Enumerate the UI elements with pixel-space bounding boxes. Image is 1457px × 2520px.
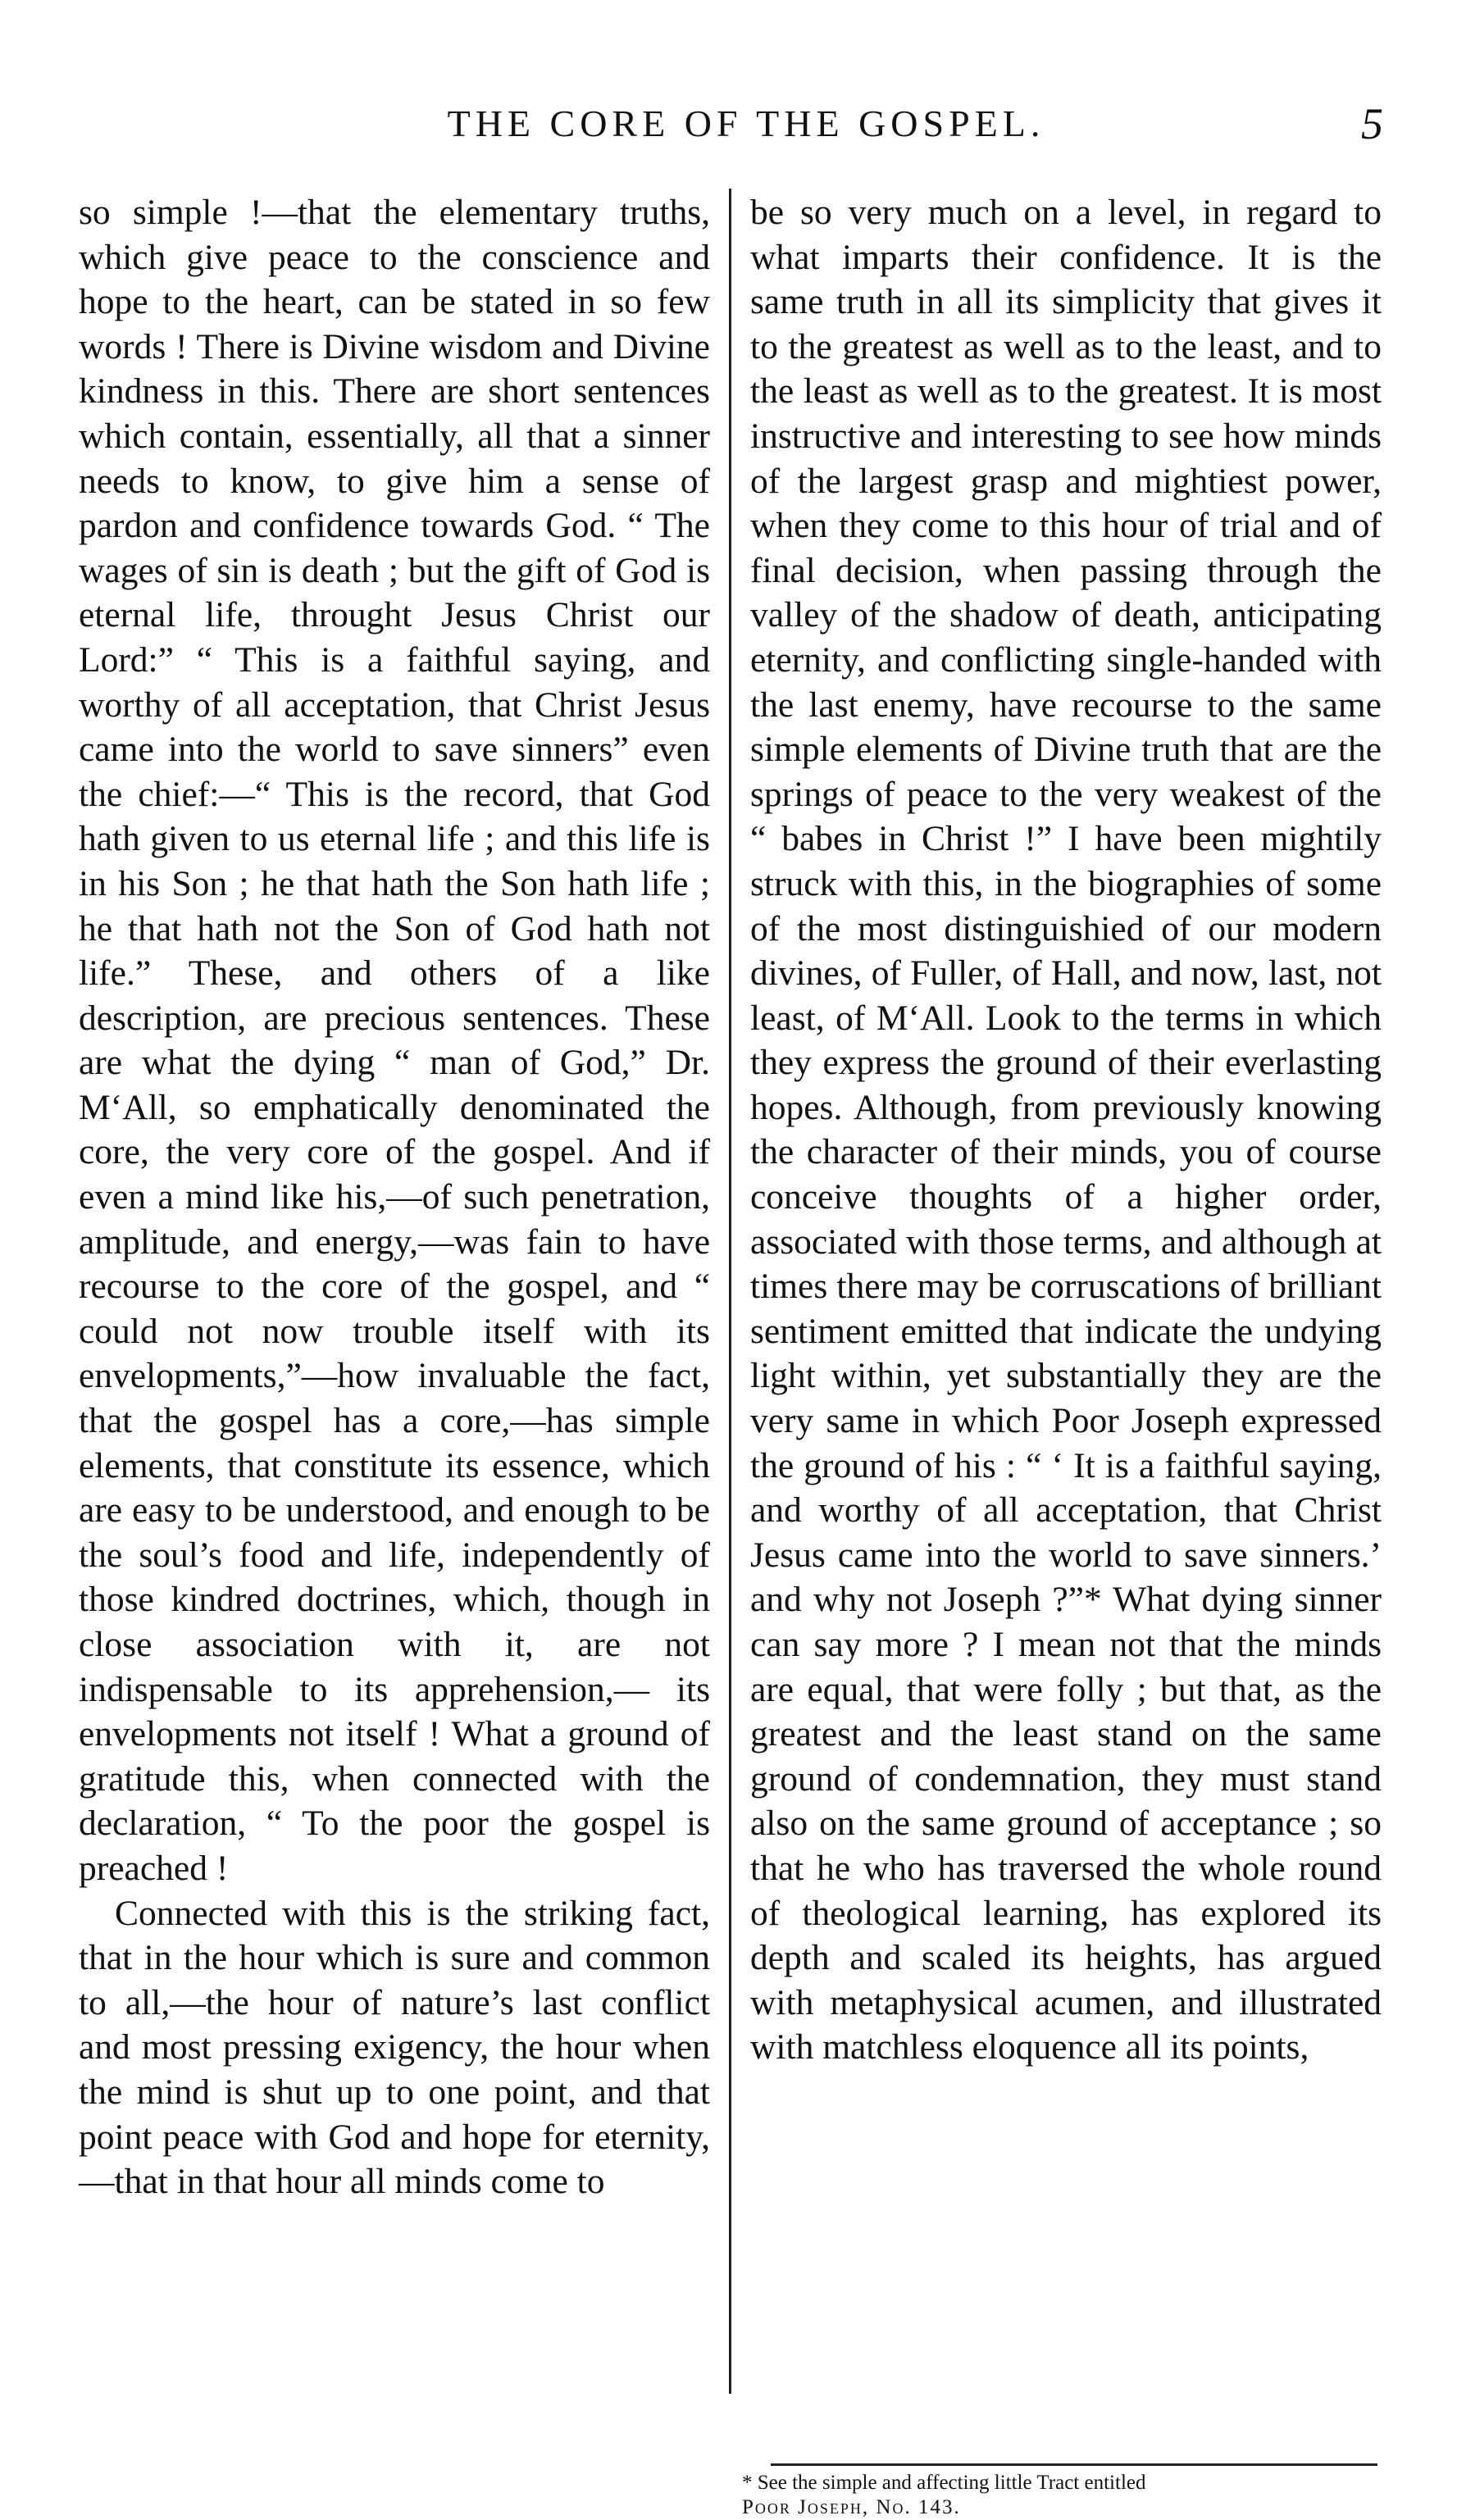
footnote-line-2: Poor Joseph, No. 143.: [742, 2496, 961, 2518]
footnote-line-1: * See the simple and affecting little Tract entitled: [742, 2472, 1146, 2494]
right-paragraph-1: be so very much on a level, in regard to what imparts their confidence. It is the same truth in all its simplicity that gives it to the greatest as well as to the least, and to the least as well as to the greatest. It is most instructive and interesting to see how minds of the largest grasp and mightiest power, when they come to this hour of trial and of final decision, when passing through the valley of the shadow of death, anticipating eternity, and conflicting single-handed with the last enemy, have recourse to the same simple elements of Divine truth that are the springs of peace to the very weakest of the “ babes in Christ !” I have been mightily struck with this, in the biographies of some of the most distinguishied of our modern divines, of Fuller, of Hall, and now, last, not least, of M‘All. Look to the terms in which they express the ground of their everlasting hopes. Although, from previously knowing the character of their minds, you of course conceive thoughts of a higher order, associated with those terms, and although at times there may be corruscations of brilliant sentiment emitted that indicate the undying light within, yet substantially they are the very same in which Poor Joseph expressed the ground of his : “ ‘ It is a faithful saying, and worthy of all acceptation, that Christ Jesus came into the world to save sinners.’ and why not Joseph ?”* What dying sinner can say more ? I mean not that the minds are equal, that were folly ; but that, as the greatest and the least stand on the same ground of condemnation, they must stand also on the same ground of acceptance ; so that he who has traversed the whole round of theological learning, has explored its depth and scaled its heights, has argued with metaphysical acumen, and illustrated with matchless eloquence all its points,: [750, 193, 1382, 2067]
footnote: [742, 2471, 1382, 2520]
column-divider: [729, 189, 731, 2394]
left-paragraph-2: Connected with this is the striking fact, that in the hour which is sure and common to all,—the hour of nature’s last conflict and most pressing exigency, the hour when the mind is shut up to one point, and that point peace with God and hope for eternity, —that in that hour all minds come to: [79, 1893, 710, 2202]
left-paragraph-1: so simple !—that the elementary truths, which give peace to the conscience and hope to the heart, can be stated in so few words ! There is Divine wisdom and Divine kindness in this. There are short sentences which contain, essentially, all that a sinner needs to know, to give him a sense of pardon and confidence towards God. “ The wages of sin is death ; but the gift of God is eternal life, throught Jesus Christ our Lord:” “ This is a faithful saying, and worthy of all acceptation, that Christ Jesus came into the world to save sinners” even the chief:—“ This is the record, that God hath given to us eternal life ; and this life is in his Son ; he that hath the Son hath life ; he that hath not the Son of God hath not life.” These, and others of a like description, are precious sentences. These are what the dying “ man of God,” Dr. M‘All, so emphatically denominated the core, the very core of the gospel. And if even a mind like his,—of such penetration, amplitude, and energy,—was fain to have recourse to the core of the gospel, and “ could not now trouble itself with its envelopments,”—how invaluable the fact, that the gospel has a core,—has simple elements, that constitute its essence, which are easy to be understood, and enough to be the soul’s food and life, independently of those kindred doctrines, which, though in close association with it, are not indispensable to its apprehension,— its envelopments not itself ! What a ground of gratitude this, when connected with the declaration, “ To the poor the gospel is preached !: [79, 193, 710, 1888]
page-header: [0, 98, 1457, 156]
running-title: THE CORE OF THE GOSPEL.: [447, 102, 1045, 144]
left-column: [79, 190, 710, 2204]
page-number: 5: [1361, 99, 1383, 148]
right-column: [750, 190, 1382, 2070]
footnote-rule: [771, 2463, 1377, 2466]
